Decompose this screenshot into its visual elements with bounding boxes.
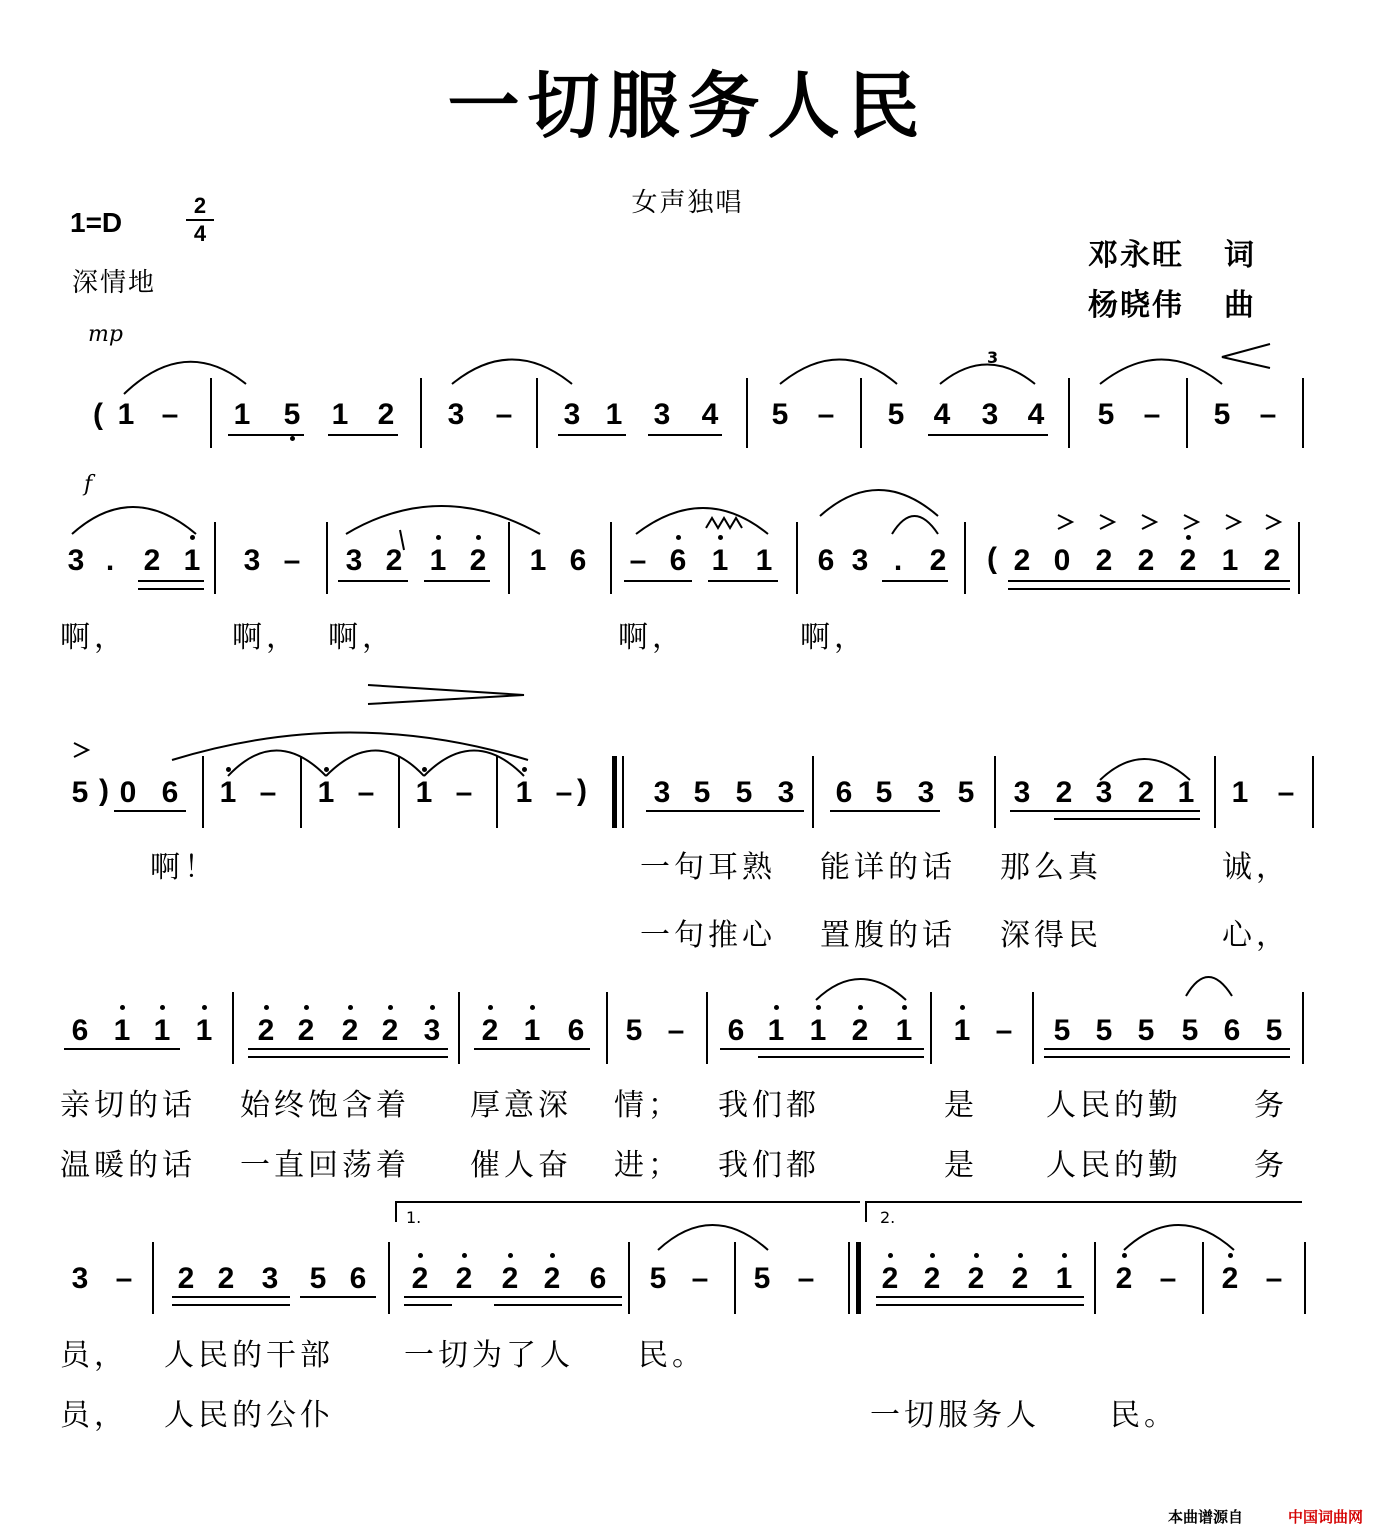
- jianpu-note: 2: [846, 1014, 874, 1048]
- lyric-verse1: 那么真: [1000, 850, 1102, 885]
- jianpu-note: 5: [875, 776, 893, 809]
- jianpu-note: 3: [981, 398, 999, 431]
- jianpu-note: 5: [1181, 1014, 1199, 1047]
- jianpu-note: 5: [887, 398, 905, 431]
- lyric-verse1: 情；: [614, 1088, 682, 1123]
- jianpu-note: 4: [933, 398, 951, 431]
- lyric-verse1: 我们都: [718, 1088, 820, 1123]
- performance-type: 女声独唱: [631, 188, 744, 218]
- slur: [1124, 1225, 1234, 1250]
- volta-label-2: 2.: [880, 1208, 896, 1227]
- jianpu-note: 2: [385, 544, 403, 577]
- tempo-marking: 深情地: [72, 268, 157, 298]
- slur: [452, 360, 572, 385]
- jianpu-note: 3: [1013, 776, 1031, 809]
- slur: [940, 365, 1035, 385]
- jianpu-note: 1: [117, 398, 135, 431]
- jianpu-note: –: [495, 398, 513, 431]
- jianpu-note: 6: [71, 1014, 89, 1047]
- jianpu-note: –: [1277, 776, 1295, 809]
- jianpu-note: –: [555, 776, 573, 809]
- lyric-verse2: 我们都: [718, 1148, 820, 1183]
- jianpu-note: –: [629, 544, 647, 577]
- accent-mark: [1142, 515, 1156, 529]
- jianpu-note: 5: [278, 398, 306, 432]
- jianpu-note: 2: [1137, 544, 1155, 577]
- lyric-verse2: 进；: [614, 1148, 682, 1183]
- lyric-ah: 啊，: [60, 620, 128, 655]
- jianpu-note: 6: [161, 776, 179, 809]
- lyric-verse2: 一直回荡着: [240, 1148, 410, 1183]
- lyric-verse2: 人民的公仆: [164, 1398, 334, 1433]
- lyric-verse2: 一切服务人: [870, 1398, 1040, 1433]
- close-paren: ): [99, 774, 109, 807]
- lyric-verse1: 人民的勤: [1046, 1088, 1182, 1123]
- lyric-verse2: 一句推心: [640, 918, 776, 953]
- jianpu-note: 1: [312, 776, 340, 810]
- lyric-verse1: 员，: [60, 1338, 128, 1373]
- jianpu-note: 3: [917, 776, 935, 809]
- jianpu-note: 6: [1223, 1014, 1241, 1047]
- slur: [228, 751, 326, 777]
- jianpu-note: 3: [1095, 776, 1113, 809]
- jianpu-note: –: [1265, 1262, 1283, 1295]
- jianpu-note: 6: [589, 1262, 607, 1295]
- slur: [172, 733, 528, 761]
- jianpu-note: –: [691, 1262, 709, 1295]
- jianpu-note: 6: [569, 544, 587, 577]
- jianpu-note: 3: [243, 544, 261, 577]
- jianpu-note: 1: [178, 544, 206, 578]
- dynamic-f: f: [84, 472, 93, 497]
- jianpu-note: 6: [727, 1014, 745, 1047]
- jianpu-note: 5: [753, 1262, 771, 1295]
- jianpu-note: 2: [496, 1262, 524, 1296]
- lyric-verse2: 是: [944, 1148, 978, 1183]
- jianpu-note: 3: [261, 1262, 279, 1295]
- jianpu-note: 2: [464, 544, 492, 578]
- jianpu-note: 1: [331, 398, 349, 431]
- trill-mark: [706, 518, 742, 528]
- accent-mark: [1058, 515, 1072, 529]
- jianpu-note: 2: [252, 1014, 280, 1048]
- jianpu-note: 5: [771, 398, 789, 431]
- jianpu-note: 3: [851, 544, 869, 577]
- lyric-verse2: 催人奋: [470, 1148, 572, 1183]
- lyric-verse1: 亲切的话: [60, 1088, 196, 1123]
- time-signature-bottom: 4: [193, 221, 207, 246]
- slur: [636, 508, 768, 534]
- lyric-verse1: 是: [944, 1088, 978, 1123]
- jianpu-note: .: [893, 544, 903, 577]
- jianpu-note: 5: [625, 1014, 643, 1047]
- jianpu-note: 2: [336, 1014, 364, 1048]
- lyric-verse1: 能详的话: [820, 850, 956, 885]
- jianpu-note: 2: [876, 1262, 904, 1296]
- lyric-verse2: 温暖的话: [60, 1148, 196, 1183]
- jianpu-note: 1: [148, 1014, 176, 1048]
- jianpu-note: 1: [424, 544, 452, 578]
- jianpu-note: 3: [653, 776, 671, 809]
- jianpu-note: 3: [777, 776, 795, 809]
- jianpu-note: 5: [957, 776, 975, 809]
- slur: [1100, 759, 1190, 780]
- jianpu-note: 1: [804, 1014, 832, 1048]
- open-paren: (: [987, 542, 997, 575]
- lyric-verse1: 厚意深: [470, 1088, 572, 1123]
- lyric-verse1: 始终饱含着: [240, 1088, 410, 1123]
- lyric-verse1: 一切为了人: [404, 1338, 574, 1373]
- lyric-verse2: 置腹的话: [820, 918, 956, 953]
- jianpu-note: –: [283, 544, 301, 577]
- accent-mark: [1266, 515, 1280, 529]
- lyric-verse1: 人民的干部: [164, 1338, 334, 1373]
- slur: [892, 516, 938, 534]
- jianpu-note: 4: [1027, 398, 1045, 431]
- slur: [1186, 977, 1232, 996]
- jianpu-note: –: [1259, 398, 1277, 431]
- jianpu-note: 5: [1213, 398, 1231, 431]
- jianpu-note: 6: [817, 544, 835, 577]
- jianpu-note: 2: [929, 544, 947, 577]
- grace-slash: [400, 530, 404, 550]
- jianpu-note: 3: [67, 544, 85, 577]
- jianpu-note: 1: [890, 1014, 918, 1048]
- jianpu-note: 1: [706, 544, 734, 578]
- jianpu-note: 1: [510, 776, 538, 810]
- jianpu-note: 2: [1137, 776, 1155, 809]
- song-title: 一切服务人民: [447, 64, 928, 148]
- jianpu-note: 1: [233, 398, 251, 431]
- jianpu-note: –: [259, 776, 277, 809]
- jianpu-note: 2: [450, 1262, 478, 1296]
- site-logo-text: 中国词曲网: [1287, 1508, 1363, 1526]
- jianpu-note: 6: [349, 1262, 367, 1295]
- slur: [820, 490, 938, 516]
- jianpu-note: –: [817, 398, 835, 431]
- lyric-verse2: 务: [1254, 1148, 1288, 1183]
- jianpu-note: 3: [447, 398, 465, 431]
- volta-bracket-1: [396, 1202, 860, 1222]
- jianpu-note: 2: [1263, 544, 1281, 577]
- jianpu-note: 6: [664, 544, 692, 578]
- source-note: 本曲谱源自: [1167, 1508, 1243, 1526]
- jianpu-note: 1: [214, 776, 242, 810]
- jianpu-note: 5: [735, 776, 753, 809]
- slur: [658, 1225, 768, 1250]
- jianpu-note: 1: [518, 1014, 546, 1048]
- lyricist-name: 邓永旺: [1088, 238, 1184, 273]
- jianpu-note: 2: [918, 1262, 946, 1296]
- jianpu-note: .: [105, 544, 115, 577]
- lyric-verse2: 人民的勤: [1046, 1148, 1182, 1183]
- jianpu-note: –: [455, 776, 473, 809]
- jianpu-note: 2: [406, 1262, 434, 1296]
- jianpu-note: 1: [1177, 776, 1195, 809]
- jianpu-note: 2: [177, 1262, 195, 1295]
- jianpu-note: 2: [1006, 1262, 1034, 1296]
- slur: [124, 362, 246, 394]
- volta-bracket-2: [866, 1202, 1302, 1222]
- lyric-verse1: 一句耳熟: [640, 850, 776, 885]
- jianpu-note: 5: [309, 1262, 327, 1295]
- lyric-ah: 啊！: [150, 850, 218, 885]
- jianpu-note: 5: [1265, 1014, 1283, 1047]
- jianpu-note: 2: [1095, 544, 1113, 577]
- lyric-verse1: 务: [1254, 1088, 1288, 1123]
- jianpu-note: 0: [1053, 544, 1071, 577]
- time-signature-top: 2: [193, 193, 207, 218]
- jianpu-note: 1: [108, 1014, 136, 1048]
- jianpu-note: 2: [1110, 1262, 1138, 1296]
- crescendo-hairpin: [1222, 344, 1270, 368]
- jianpu-note: –: [1143, 398, 1161, 431]
- slur: [346, 506, 540, 534]
- lyricist-role: 词: [1224, 238, 1256, 273]
- jianpu-note: 2: [376, 1014, 404, 1048]
- jianpu-note: 2: [377, 398, 395, 431]
- jianpu-note: 4: [701, 398, 719, 431]
- lyric-ah: 啊，: [232, 620, 300, 655]
- jianpu-note: 1: [762, 1014, 790, 1048]
- jianpu-note: 3: [653, 398, 671, 431]
- lyric-ah: 啊，: [328, 620, 396, 655]
- jianpu-note: 6: [567, 1014, 585, 1047]
- accent-mark: [1184, 515, 1198, 529]
- jianpu-note: 2: [217, 1262, 235, 1295]
- jianpu-note: –: [797, 1262, 815, 1295]
- triplet-mark: 3: [987, 348, 999, 367]
- lyric-verse1: 诚，: [1222, 850, 1290, 885]
- jianpu-note: 3: [345, 544, 363, 577]
- lyric-verse2: 民。: [1110, 1398, 1178, 1433]
- close-paren: ): [577, 774, 587, 807]
- jianpu-note: 1: [755, 544, 773, 577]
- jianpu-note: 1: [410, 776, 438, 810]
- jianpu-note: 5: [693, 776, 711, 809]
- jianpu-note: 1: [605, 398, 623, 431]
- composer-role: 曲: [1224, 288, 1256, 323]
- jianpu-note: 2: [476, 1014, 504, 1048]
- dynamic-mp: mp: [88, 322, 123, 347]
- jianpu-note: 0: [119, 776, 137, 809]
- jianpu-note: –: [357, 776, 375, 809]
- slur: [326, 751, 424, 777]
- key-signature: 1=D: [70, 207, 123, 238]
- jianpu-note: 5: [1095, 1014, 1113, 1047]
- decrescendo-hairpin: [368, 685, 524, 704]
- slur: [816, 979, 906, 1000]
- jianpu-note: 2: [1174, 544, 1202, 578]
- jianpu-note: –: [667, 1014, 685, 1047]
- jianpu-note: 2: [1055, 776, 1073, 809]
- jianpu-note: 1: [529, 544, 547, 577]
- accent-mark: [74, 743, 88, 757]
- lyric-ah: 啊，: [618, 620, 686, 655]
- lyric-ah: 啊，: [800, 620, 868, 655]
- jianpu-note: 5: [1137, 1014, 1155, 1047]
- lyric-verse2: 员，: [60, 1398, 128, 1433]
- slur: [72, 507, 196, 534]
- slur: [1100, 360, 1222, 385]
- jianpu-note: 5: [71, 776, 89, 809]
- jianpu-note: 1: [1050, 1262, 1078, 1296]
- jianpu-note: 1: [948, 1014, 976, 1048]
- jianpu-note: –: [161, 398, 179, 431]
- accent-mark: [1226, 515, 1240, 529]
- jianpu-note: 1: [1231, 776, 1249, 809]
- jianpu-note: –: [1159, 1262, 1177, 1295]
- jianpu-note: 6: [835, 776, 853, 809]
- jianpu-note: 2: [1013, 544, 1031, 577]
- jianpu-note: 2: [962, 1262, 990, 1296]
- jianpu-note: 2: [292, 1014, 320, 1048]
- jianpu-note: 3: [563, 398, 581, 431]
- accent-mark: [1100, 515, 1114, 529]
- jianpu-note: 5: [1097, 398, 1115, 431]
- jianpu-note: 1: [190, 1014, 218, 1048]
- jianpu-note: 5: [1053, 1014, 1071, 1047]
- jianpu-note: 2: [143, 544, 161, 577]
- jianpu-note: –: [115, 1262, 133, 1295]
- jianpu-note: 1: [1221, 544, 1239, 577]
- jianpu-note: 3: [71, 1262, 89, 1295]
- slur: [780, 360, 897, 385]
- jianpu-note: 2: [1216, 1262, 1244, 1296]
- jianpu-note: 3: [418, 1014, 446, 1048]
- jianpu-note: 5: [649, 1262, 667, 1295]
- lyric-verse2: 心，: [1222, 918, 1290, 953]
- open-paren: (: [93, 398, 103, 431]
- jianpu-note: –: [995, 1014, 1013, 1047]
- composer-name: 杨晓伟: [1088, 288, 1184, 323]
- jianpu-note: 2: [538, 1262, 566, 1296]
- volta-label-1: 1.: [406, 1208, 422, 1227]
- lyric-verse2: 深得民: [1000, 918, 1102, 953]
- lyric-verse1: 民。: [638, 1338, 706, 1373]
